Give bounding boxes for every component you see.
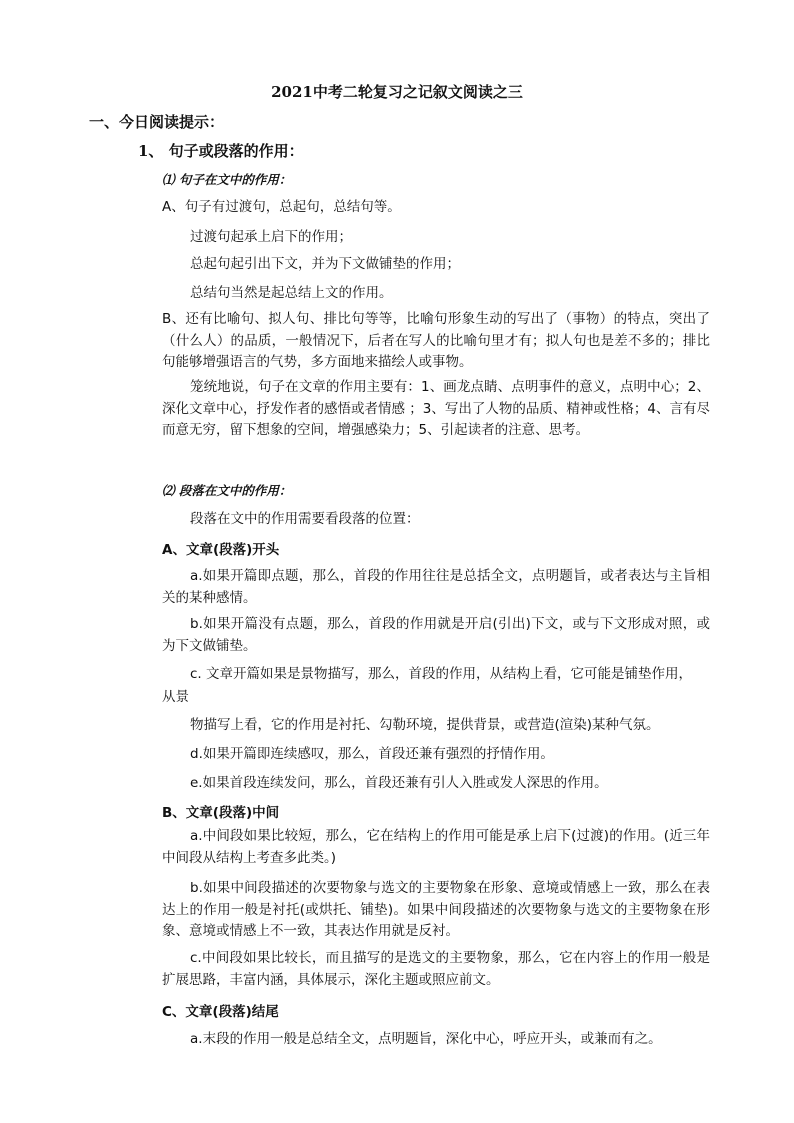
opening-item-c-line1: c. 文章开篇如果是景物描写，那么，首段的作用，从结构上看，它可能是铺垫作用， bbox=[190, 666, 693, 682]
paragraph-role-intro: 段落在文中的作用需要看段落的位置： bbox=[190, 511, 420, 527]
opening-item-e: e.如果首段连续发问，那么，首段还兼有引人入胜或发人深思的作用。 bbox=[190, 775, 608, 791]
ending-paragraph-heading: C、文章(段落)结尾 bbox=[162, 1004, 279, 1020]
summary-sentence-item: 总结句当然是起总结上文的作用。 bbox=[190, 285, 393, 301]
opening-item-c-cont: 从景 bbox=[162, 689, 189, 705]
opening-item-c-line2: 物描写上看，它的作用是衬托、勾勒环境，提供背景，或营造(渲染)某种气氛。 bbox=[190, 717, 660, 733]
sentence-types-line: A、句子有过渡句，总起句，总结句等。 bbox=[162, 199, 401, 215]
opening-item-b: b.如果开篇没有点题，那么，首段的作用就是开启(引出)下文，或与下文形成对照，或为下文做铺垫。 bbox=[162, 616, 710, 654]
paragraph-role-heading: ⑵ 段落在文中的作用： bbox=[162, 483, 292, 498]
middle-item-b: b.如果中间段描述的次要物象与选文的主要物象在形象、意境或情感上一致，那么在表达上的作用一般是衬托(或烘托、铺垫)。如果中间段描述的次要物象与选文的主要物象在形象、意境或情感上不一致，其表达作用就是反衬。 bbox=[162, 880, 710, 939]
page-title: 2021中考二轮复习之记叙文阅读之三 bbox=[271, 83, 523, 101]
sentence-summary-paragraph: 笼统地说，句子在文章的作用主要有：1、画龙点睛、点明事件的意义，点明中心；2、深化文章中心，抒发作者的感悟或者情感 ；3、写出了人物的品质、精神或性格；4、言有尽而意无穷，留下想象的空间，增强感染力；5、引起读者的注意、思考。 bbox=[162, 379, 710, 438]
opening-item-d: d.如果开篇即连续感叹，那么，首段还兼有强烈的抒情作用。 bbox=[190, 746, 554, 762]
opening-paragraph-heading: A、文章(段落)开头 bbox=[162, 542, 280, 558]
section-heading: 一、今日阅读提示： bbox=[89, 113, 225, 131]
opening-sentence-item: 总起句起引出下文，并为下文做铺垫的作用； bbox=[190, 256, 460, 272]
sentence-role-heading: ⑴ 句子在文中的作用： bbox=[162, 172, 292, 187]
transition-sentence-item: 过渡句起承上启下的作用； bbox=[190, 229, 352, 245]
opening-item-a: a.如果开篇即点题，那么，首段的作用往往是总括全文，点明题旨，或者表达与主旨相关的某种感情。 bbox=[162, 568, 710, 606]
middle-item-a: a.中间段如果比较短，那么，它在结构上的作用可能是承上启下(过渡)的作用。(近三年中间段从结构上考查多此类。) bbox=[162, 828, 710, 866]
rhetoric-sentence-paragraph: B、还有比喻句、拟人句、排比句等等，比喻句形象生动的写出了（事物）的特点，突出了（什么人）的品质，一般情况下，后者在写人的比喻句里才有；拟人句也是差不多的；排比句能够增强语言的气势，多方面地来描绘人或事物。 bbox=[162, 311, 710, 370]
middle-item-c: c.中间段如果比较长，而且描写的是选文的主要物象，那么，它在内容上的作用一般是扩展思路，丰富内涵，具体展示，深化主题或照应前文。 bbox=[162, 950, 710, 988]
subsection-heading: 1、 句子或段落的作用： bbox=[138, 142, 304, 160]
middle-paragraph-heading: B、文章(段落)中间 bbox=[162, 805, 280, 821]
ending-item-a: a.末段的作用一般是总结全文，点明题旨，深化中心，呼应开头，或兼而有之。 bbox=[190, 1031, 662, 1047]
